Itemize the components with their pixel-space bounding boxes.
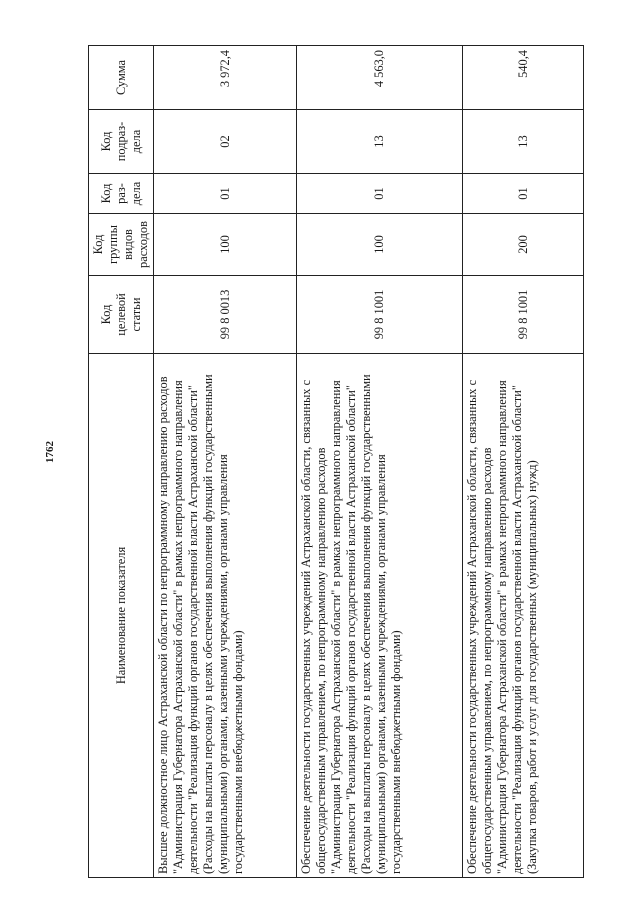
row-target-code: 99 8 1001: [297, 276, 463, 354]
table-row: [297, 46, 463, 878]
table-row: [463, 46, 584, 878]
header-group-code: Код группы видов расходов: [89, 214, 154, 276]
row-target-code: 99 8 1001: [463, 276, 584, 354]
header-section-code: Код раз- дела: [89, 174, 154, 214]
row-group-code: 200: [463, 214, 584, 276]
row-group-code: 100: [154, 214, 297, 276]
row-target-code: 99 8 0013: [154, 276, 297, 354]
header-sum: Сумма: [89, 46, 154, 110]
row-sum: 540,4: [463, 46, 584, 110]
page-number: 1762: [44, 441, 56, 463]
header-name: Наименование показателя: [89, 354, 154, 878]
row-section-code: 01: [463, 174, 584, 214]
row-name: Обеспечение деятельности государственных учреждений Астраханской области, связанных с общегосударственным управлением, по непрограммному направлению расходов "Администрация Губернатора Астраханской области" в рамках непрограммного направления деятельности "Реализация функций органов государственной власти Астраханской области" (Закупка товаров, работ и услуг для государственных (муниципальных) нужд): [463, 354, 584, 878]
row-group-code: 100: [297, 214, 463, 276]
row-sum: 4 563,0: [297, 46, 463, 110]
table-row: [154, 46, 297, 878]
row-section-code: 01: [297, 174, 463, 214]
row-section-code: 01: [154, 174, 297, 214]
table-header-row: [89, 46, 154, 878]
row-subsection-code: 02: [154, 110, 297, 174]
row-sum: 3 972,4: [154, 46, 297, 110]
header-subsection-code: Код подраз- дела: [89, 110, 154, 174]
row-name: Обеспечение деятельности государственных учреждений Астраханской области, связанных с общегосударственным управлением, по непрограммному направлению расходов "Администрация Губернатора Астраханской области" в рамках непрограммного направления деятельности "Реализация функций органов государственной власти Астраханской области" (Расходы на выплаты персоналу в целях обеспечения выполнения функций государственными (муниципальными) органами, казенными учреждениями, органами управления государственными внебюджетными фондами): [297, 354, 463, 878]
row-subsection-code: 13: [297, 110, 463, 174]
rotated-table-wrapper: [88, 46, 584, 878]
expenditure-table: [88, 45, 584, 878]
row-subsection-code: 13: [463, 110, 584, 174]
row-name: Высшее должностное лицо Астраханской области по непрограммному направлению расходов "Администрация Губернатора Астраханской области" в рамках непрограммного направления деятельности "Реализация функций органов государственной власти Астраханской области" (Расходы на выплаты персоналу в целях обеспечения выполнения функций государственными (муниципальными) органами, казенными учреждениями, органами управления государственными внебюджетными фондами): [154, 354, 297, 878]
header-target-code: Код целевой статьи: [89, 276, 154, 354]
